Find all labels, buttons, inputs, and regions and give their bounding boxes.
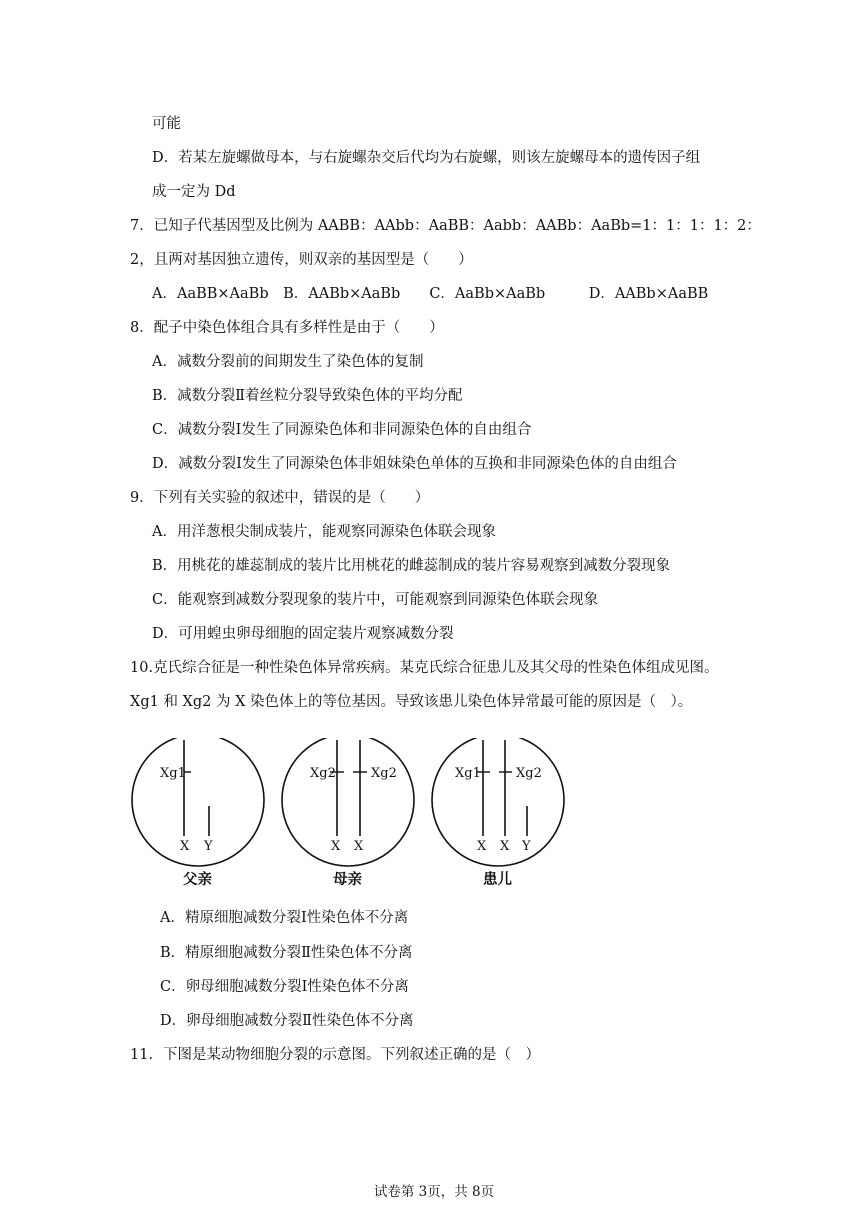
question-7: 7．已知子代基因型及比例为 AABB：AAbb：AaBB：Aabb：AABb：AaBb=1：1：1：1：2： bbox=[130, 218, 761, 234]
question-10: 10.克氏综合征是一种性染色体异常疾病。某克氏综合征患儿及其父母的性染色体组成见图。 bbox=[130, 660, 719, 676]
gene-xg1: Xg1 bbox=[455, 766, 481, 781]
option-a: A．精原细胞减数分裂Ⅰ性染色体不分离 bbox=[160, 910, 409, 926]
gene-xg2: Xg2 bbox=[516, 766, 542, 781]
y-label: Y bbox=[204, 839, 213, 854]
x-label: X bbox=[500, 839, 510, 854]
question-11: 11．下图是某动物细胞分裂的示意图。下列叙述正确的是（ ） bbox=[130, 1047, 540, 1063]
text-line: 成一定为 Dd bbox=[152, 184, 236, 200]
page-footer: 试卷第 3页，共 8页 bbox=[373, 1184, 495, 1200]
x-label: X bbox=[331, 839, 341, 854]
question-8: 8．配子中染色体组合具有多样性是由于（ ） bbox=[130, 320, 444, 336]
option-a: A．用洋葱根尖制成装片，能观察同源染色体联会现象 bbox=[152, 524, 496, 540]
child-caption: 患儿 bbox=[483, 872, 512, 888]
option-d: D．减数分裂Ⅰ发生了同源染色体非姐妹染色单体的互换和非同源染色体的自由组合 bbox=[152, 456, 677, 472]
question-7-options: A．AaBB×AaBb B．AABb×AaBb C．AaBb×AaBb D．AABb×AaBB bbox=[152, 286, 709, 302]
option-d: D．若某左旋螺做母本，与右旋螺杂交后代均为右旋螺，则该左旋螺母本的遗传因子组 bbox=[152, 150, 701, 166]
option-d: D．可用蝗虫卵母细胞的固定装片观察减数分裂 bbox=[152, 626, 454, 642]
question-7-cont: 2，且两对基因独立遗传，则双亲的基因型是（ ） bbox=[130, 252, 473, 268]
gene-xg1: Xg1 bbox=[160, 766, 186, 781]
text-line: 可能 bbox=[152, 116, 181, 132]
mother-cell bbox=[282, 738, 414, 888]
mother-caption: 母亲 bbox=[333, 872, 362, 888]
x-label: X bbox=[477, 839, 487, 854]
option-c: C．能观察到减数分裂现象的装片中，可能观察到同源染色体联会现象 bbox=[152, 592, 599, 608]
chromosome-diagram bbox=[130, 738, 570, 898]
option-c: C．减数分裂Ⅰ发生了同源染色体和非同源染色体的自由组合 bbox=[152, 422, 532, 438]
x-label: X bbox=[354, 839, 364, 854]
gene-xg2-left: Xg2 bbox=[310, 766, 336, 781]
option-a: A．减数分裂前的间期发生了染色体的复制 bbox=[152, 354, 424, 370]
father-cell bbox=[132, 738, 264, 888]
x-label: X bbox=[180, 839, 190, 854]
y-label: Y bbox=[522, 839, 531, 854]
option-b: B．用桃花的雄蕊制成的装片比用桃花的雌蕊制成的装片容易观察到减数分裂现象 bbox=[152, 558, 671, 574]
option-c: C．卵母细胞减数分裂Ⅰ性染色体不分离 bbox=[160, 979, 409, 995]
option-b: B．精原细胞减数分裂Ⅱ性染色体不分离 bbox=[160, 945, 413, 961]
father-caption: 父亲 bbox=[183, 872, 212, 888]
question-10-cont: Xg1 和 Xg2 为 X 染色体上的等位基因。导致该患儿染色体异常最可能的原因是（ ）。 bbox=[130, 694, 693, 710]
option-b: B．减数分裂Ⅱ着丝粒分裂导致染色体的平均分配 bbox=[152, 388, 463, 404]
option-d: D．卵母细胞减数分裂Ⅱ性染色体不分离 bbox=[160, 1013, 414, 1029]
gene-xg2-right: Xg2 bbox=[371, 766, 397, 781]
child-cell bbox=[432, 738, 564, 888]
question-9: 9．下列有关实验的叙述中，错误的是（ ） bbox=[130, 490, 430, 506]
